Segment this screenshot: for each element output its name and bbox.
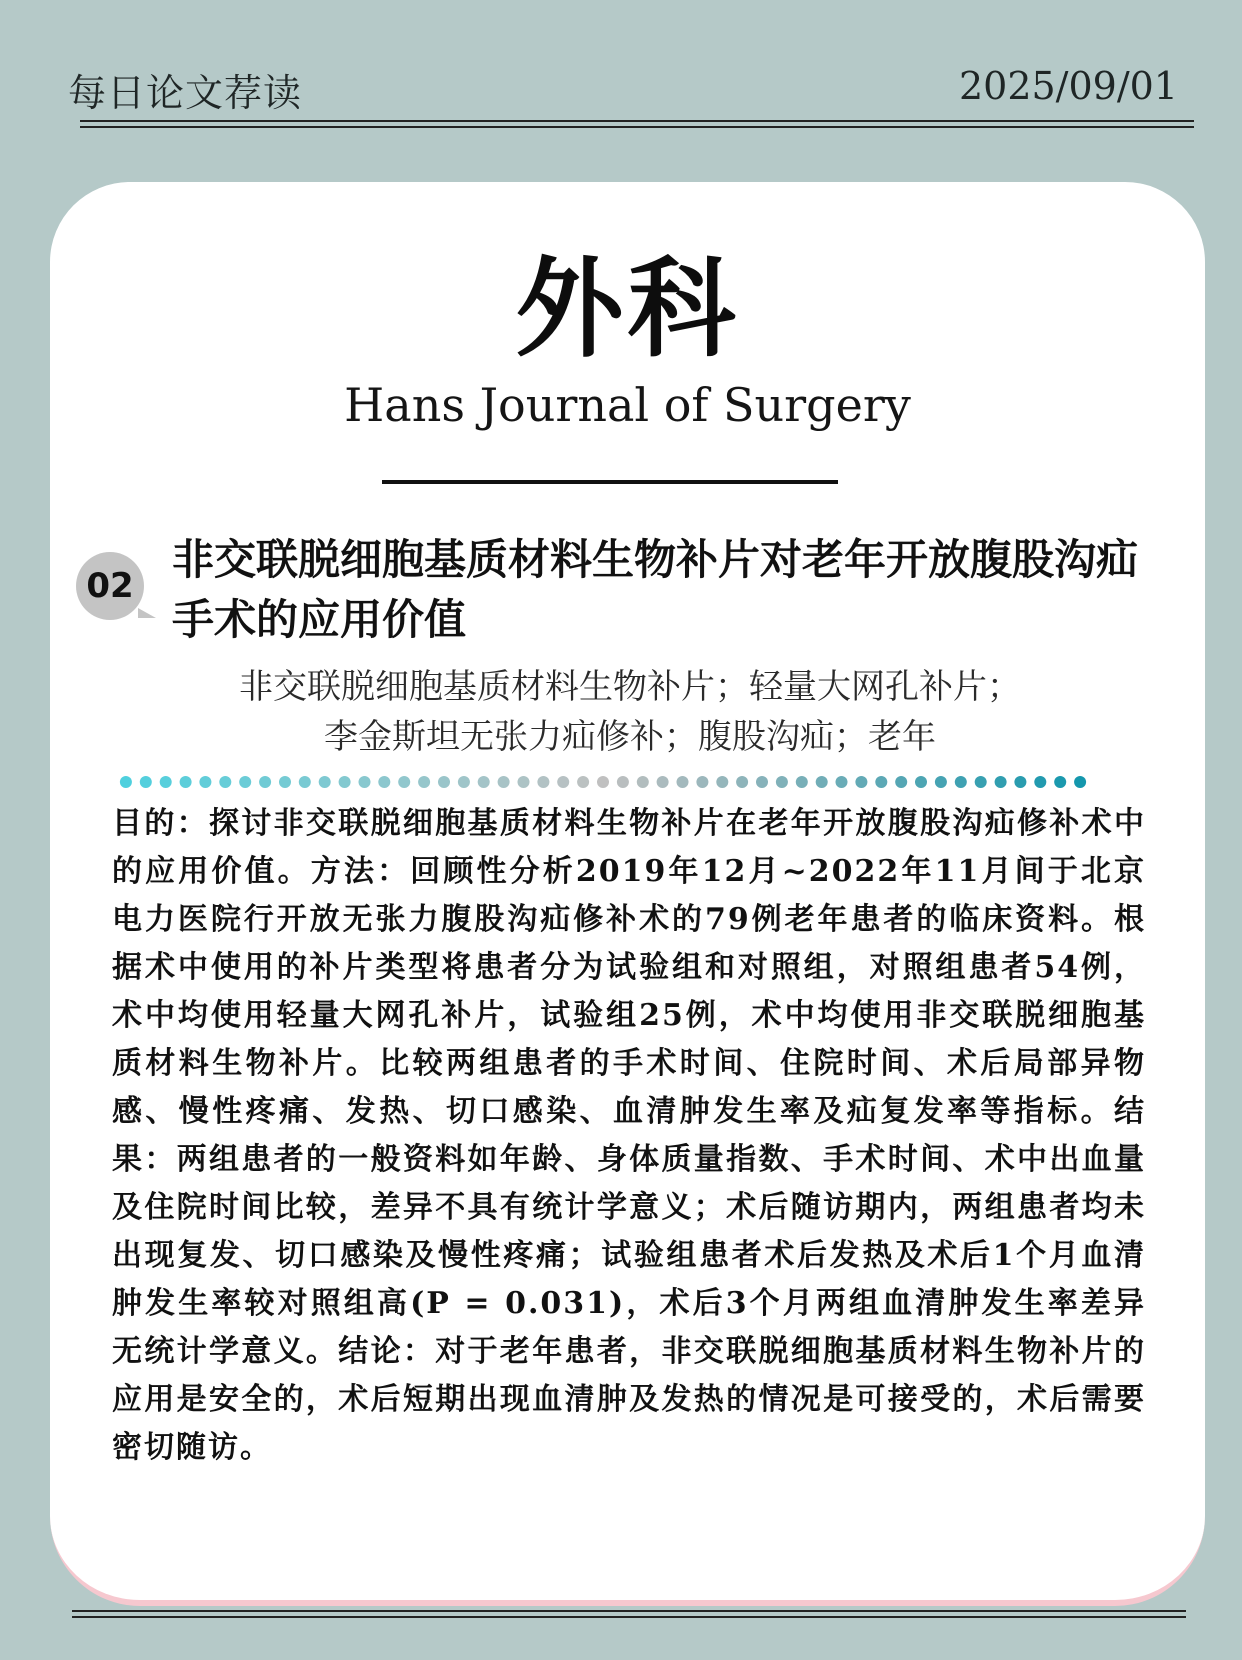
divider-dot [239,776,251,788]
divider-dot [299,776,311,788]
footer-rule-upper [72,1610,1186,1612]
divider-dot [518,776,530,788]
divider-dot [796,776,808,788]
divider-dot [836,776,848,788]
divider-dot [855,776,867,788]
keywords [110,662,1150,762]
title-divider [382,480,838,484]
article-number: 02 [86,566,134,606]
divider-dot [597,776,609,788]
divider-dot [975,776,987,788]
keywords-line-1: 非交联脱细胞基质材料生物补片；轻量大网孔补片； [239,667,1021,707]
article-title: 非交联脱细胞基质材料生物补片对老年开放腹股沟疝手术的应用价值 [172,535,1139,644]
divider-dot [955,776,967,788]
divider-dot [1034,776,1046,788]
series-label: 每日论文荐读 [68,71,303,115]
divider-dot [915,776,927,788]
divider-dot [279,776,291,788]
divider-dot [180,776,192,788]
divider-dot [935,776,947,788]
divider-dot [120,776,132,788]
divider-dot [1074,776,1086,788]
divider-dot [398,776,410,788]
publication-date: 2025/09/01 [958,64,1178,108]
divider-dot [537,776,549,788]
divider-dot [478,776,490,788]
divider-dot [617,776,629,788]
divider-dot [736,776,748,788]
divider-dot [458,776,470,788]
divider-dot [716,776,728,788]
divider-dot [1014,776,1026,788]
article-card [50,182,1205,1606]
dotted-divider [116,774,1090,790]
abstract-text: 目的：探讨非交联脱细胞基质材料生物补片在老年开放腹股沟疝修补术中的应用价值。方法：回顾性分析2019年12月~2022年11月间于北京电力医院行开放无张力腹股沟疝修补术的79例老年患者的临床资料。根据术中使用的补片类型将患者分为试验组和对照组，对照组患者54例，术中均使用轻量大网孔补片，试验组25例，术中均使用非交联脱细胞基质材料生物补片。比较两组患者的手术时间、住院时间、术后局部异物感、慢性疼痛、发热、切口感染、血清肿发生率及疝复发率等指标。结果：两组患者的一般资料如年龄、身体质量指数、手术时间、术中出血量及住院时间比较，差异不具有统计学意义；术后随访期内，两组患者均未出现复发、切口感染及慢性疼痛；试验组患者术后发热及术后1个月血清肿发生率较对照组高(P = 0.031)，术后3个月两组血清肿发生率差异无统计学意义。结论：对于老年患者，非交联脱细胞基质材料生物补片的应用是安全的，术后短期出现血清肿及发热的情况是可接受的，术后需要密切随访。 [112,806,1146,1465]
header-rule-lower [80,126,1194,128]
divider-dot [557,776,569,788]
divider-dot [219,776,231,788]
divider-dot [657,776,669,788]
article-number-badge [76,552,144,620]
divider-dot [637,776,649,788]
divider-dot [875,776,887,788]
divider-dot [199,776,211,788]
divider-dot [677,776,689,788]
divider-dot [756,776,768,788]
divider-dot [776,776,788,788]
divider-dot [140,776,152,788]
divider-dot [438,776,450,788]
divider-dot [498,776,510,788]
footer-rule-lower [72,1616,1186,1618]
journal-title-en: Hans Journal of Surgery [344,378,911,432]
journal-title-cn: 外科 [515,246,740,372]
divider-dot [1054,776,1066,788]
divider-dot [577,776,589,788]
divider-dot [359,776,371,788]
divider-dot [160,776,172,788]
divider-dot [895,776,907,788]
divider-dot [378,776,390,788]
divider-dot [816,776,828,788]
keywords-line-2: 李金斯坦无张力疝修补；腹股沟疝；老年 [324,717,936,757]
dotted-divider-graphic [116,774,1090,790]
divider-dot [259,776,271,788]
divider-dot [339,776,351,788]
divider-dot [418,776,430,788]
header-rule-upper [80,120,1194,122]
divider-dot [319,776,331,788]
divider-dot [696,776,708,788]
divider-dot [995,776,1007,788]
